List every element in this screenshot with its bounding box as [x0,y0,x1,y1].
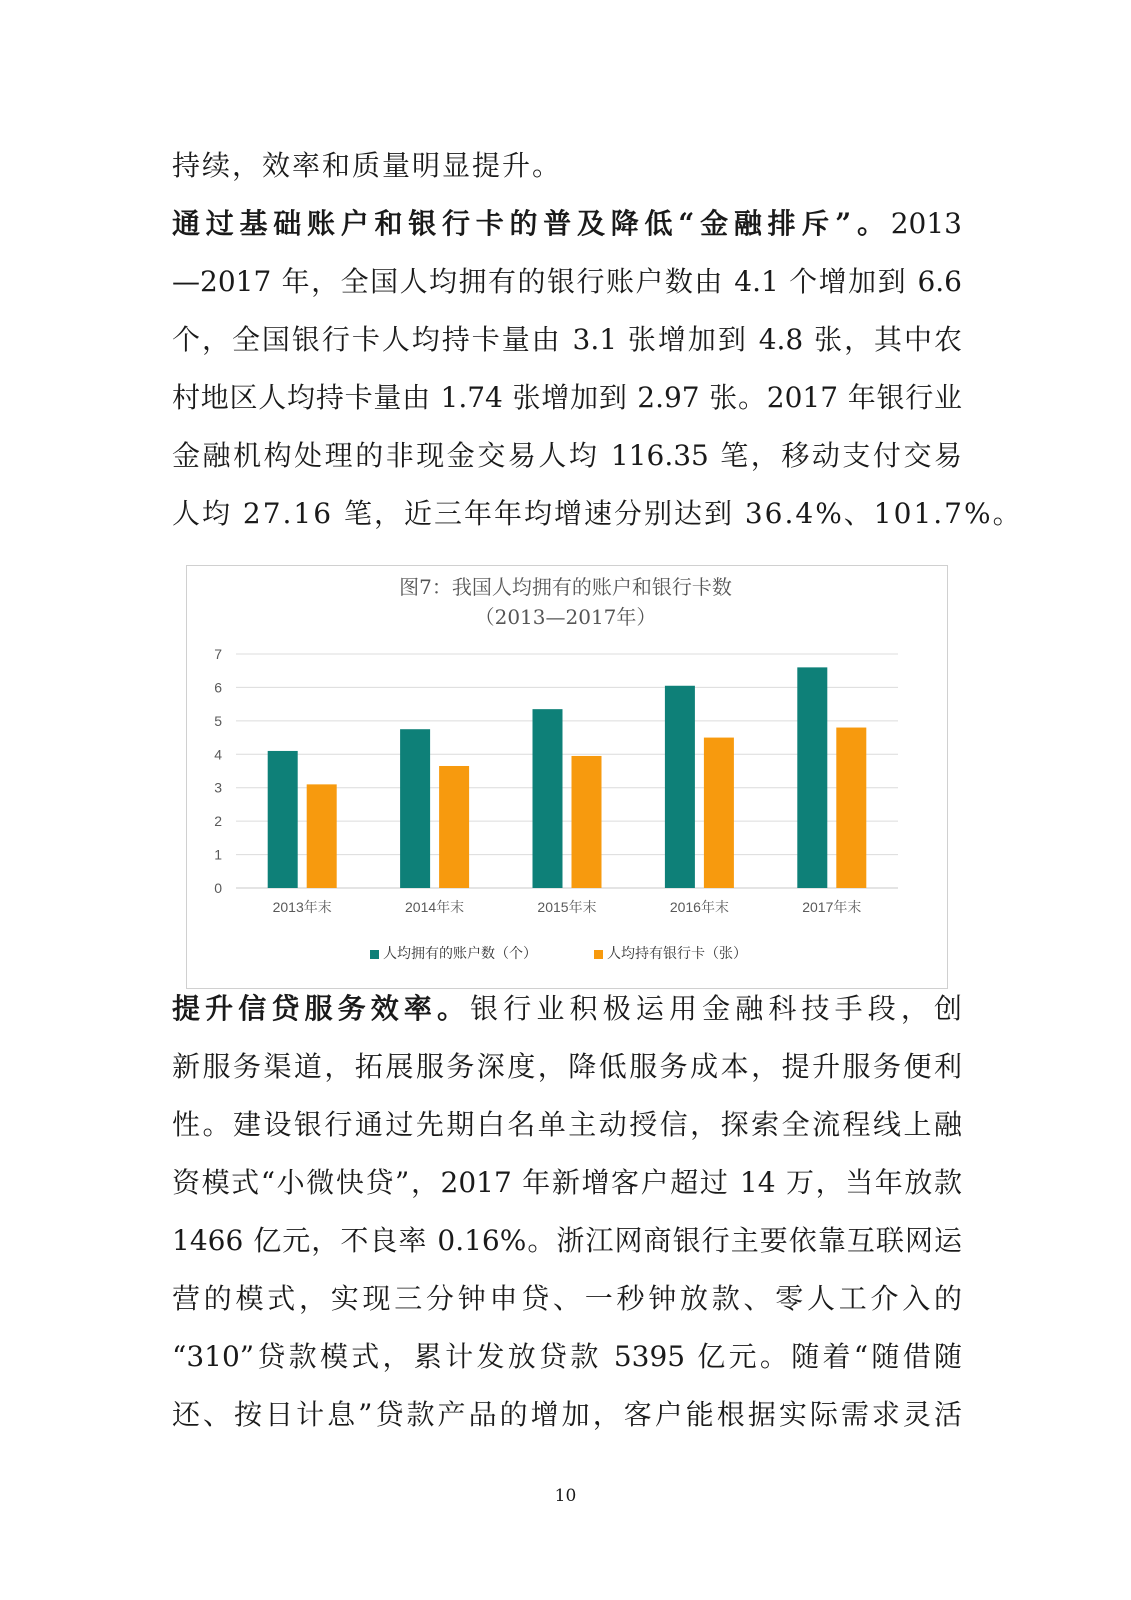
chart-subtitle: （2013—2017年） [474,605,657,629]
paragraph-line: 营的模式，实现三分钟申贷、一秒钟放款、零人工介入的 [172,1282,962,1315]
legend-label-accounts: 人均拥有的账户数（个） [383,945,537,961]
y-tick-label: 1 [214,846,222,863]
x-tick-label: 2015年末 [537,899,597,915]
y-tick-label: 0 [214,880,222,896]
x-tick-label: 2014年末 [405,899,465,915]
paragraph-line: 人均 27.16 笔，近三年年均增速分别达到 36.4%、101.7%。 [172,497,1023,530]
section-heading: 提升信贷服务效率。 [172,992,471,1025]
y-tick-label: 5 [214,712,222,729]
x-tick-label: 2013年末 [272,899,332,915]
y-tick-label: 3 [214,779,222,796]
paragraph-line: 村地区人均持卡量由 1.74 张增加到 2.97 张。2017 年银行业 [172,381,962,414]
paragraph-line: 新服务渠道，拓展服务深度，降低服务成本，提升服务便利 [172,1050,962,1083]
paragraph-line: 还、按日计息”贷款产品的增加，客户能根据实际需求灵活 [172,1398,962,1431]
x-tick-label: 2016年末 [669,899,729,915]
paragraph-line: 金融机构处理的非现金交易人均 116.35 笔，移动支付交易 [172,439,962,472]
y-tick-label: 4 [214,746,222,763]
paragraph-line: 性。建设银行通过先期白名单主动授信，探索全流程线上融 [172,1108,962,1141]
body-line-1: 持续，效率和质量明显提升。 [172,149,563,182]
paragraph-line [172,204,962,244]
y-tick-label: 2 [214,813,222,830]
paragraph-line: “310”贷款模式，累计发放贷款 5395 亿元。随着“随借随 [172,1340,962,1373]
legend-swatch-accounts [370,950,379,959]
paragraph-line: 1466 亿元，不良率 0.16%。浙江网商银行主要依靠互联网运 [172,1224,962,1257]
legend-item-accounts [370,943,537,963]
legend-swatch-cards [594,950,603,959]
paragraph-line: 个，全国银行卡人均持卡量由 3.1 张增加到 4.8 张，其中农 [172,323,962,356]
paragraph-line: —2017 年，全国人均拥有的银行账户数由 4.1 个增加到 6.6 [172,265,962,298]
x-tick-label: 2017年末 [802,899,862,915]
section-heading: 通过基础账户和银行卡的普及降低“金融排斥”。 [172,207,891,240]
paragraph-text: 2013 [890,207,962,240]
paragraph-line: 资模式“小微快贷”，2017 年新增客户超过 14 万，当年放款 [172,1166,962,1199]
page-number: 10 [554,1486,577,1506]
y-tick-label: 6 [214,679,222,696]
legend-label-cards: 人均持有银行卡（张） [607,945,747,961]
paragraph-line [172,989,962,1029]
paragraph-text: 银行业积极运用金融科技手段，创 [470,992,962,1025]
legend-item-cards [594,943,747,963]
y-tick-label: 7 [214,646,222,662]
chart-title: 图7：我国人均拥有的账户和银行卡数 [399,575,732,599]
